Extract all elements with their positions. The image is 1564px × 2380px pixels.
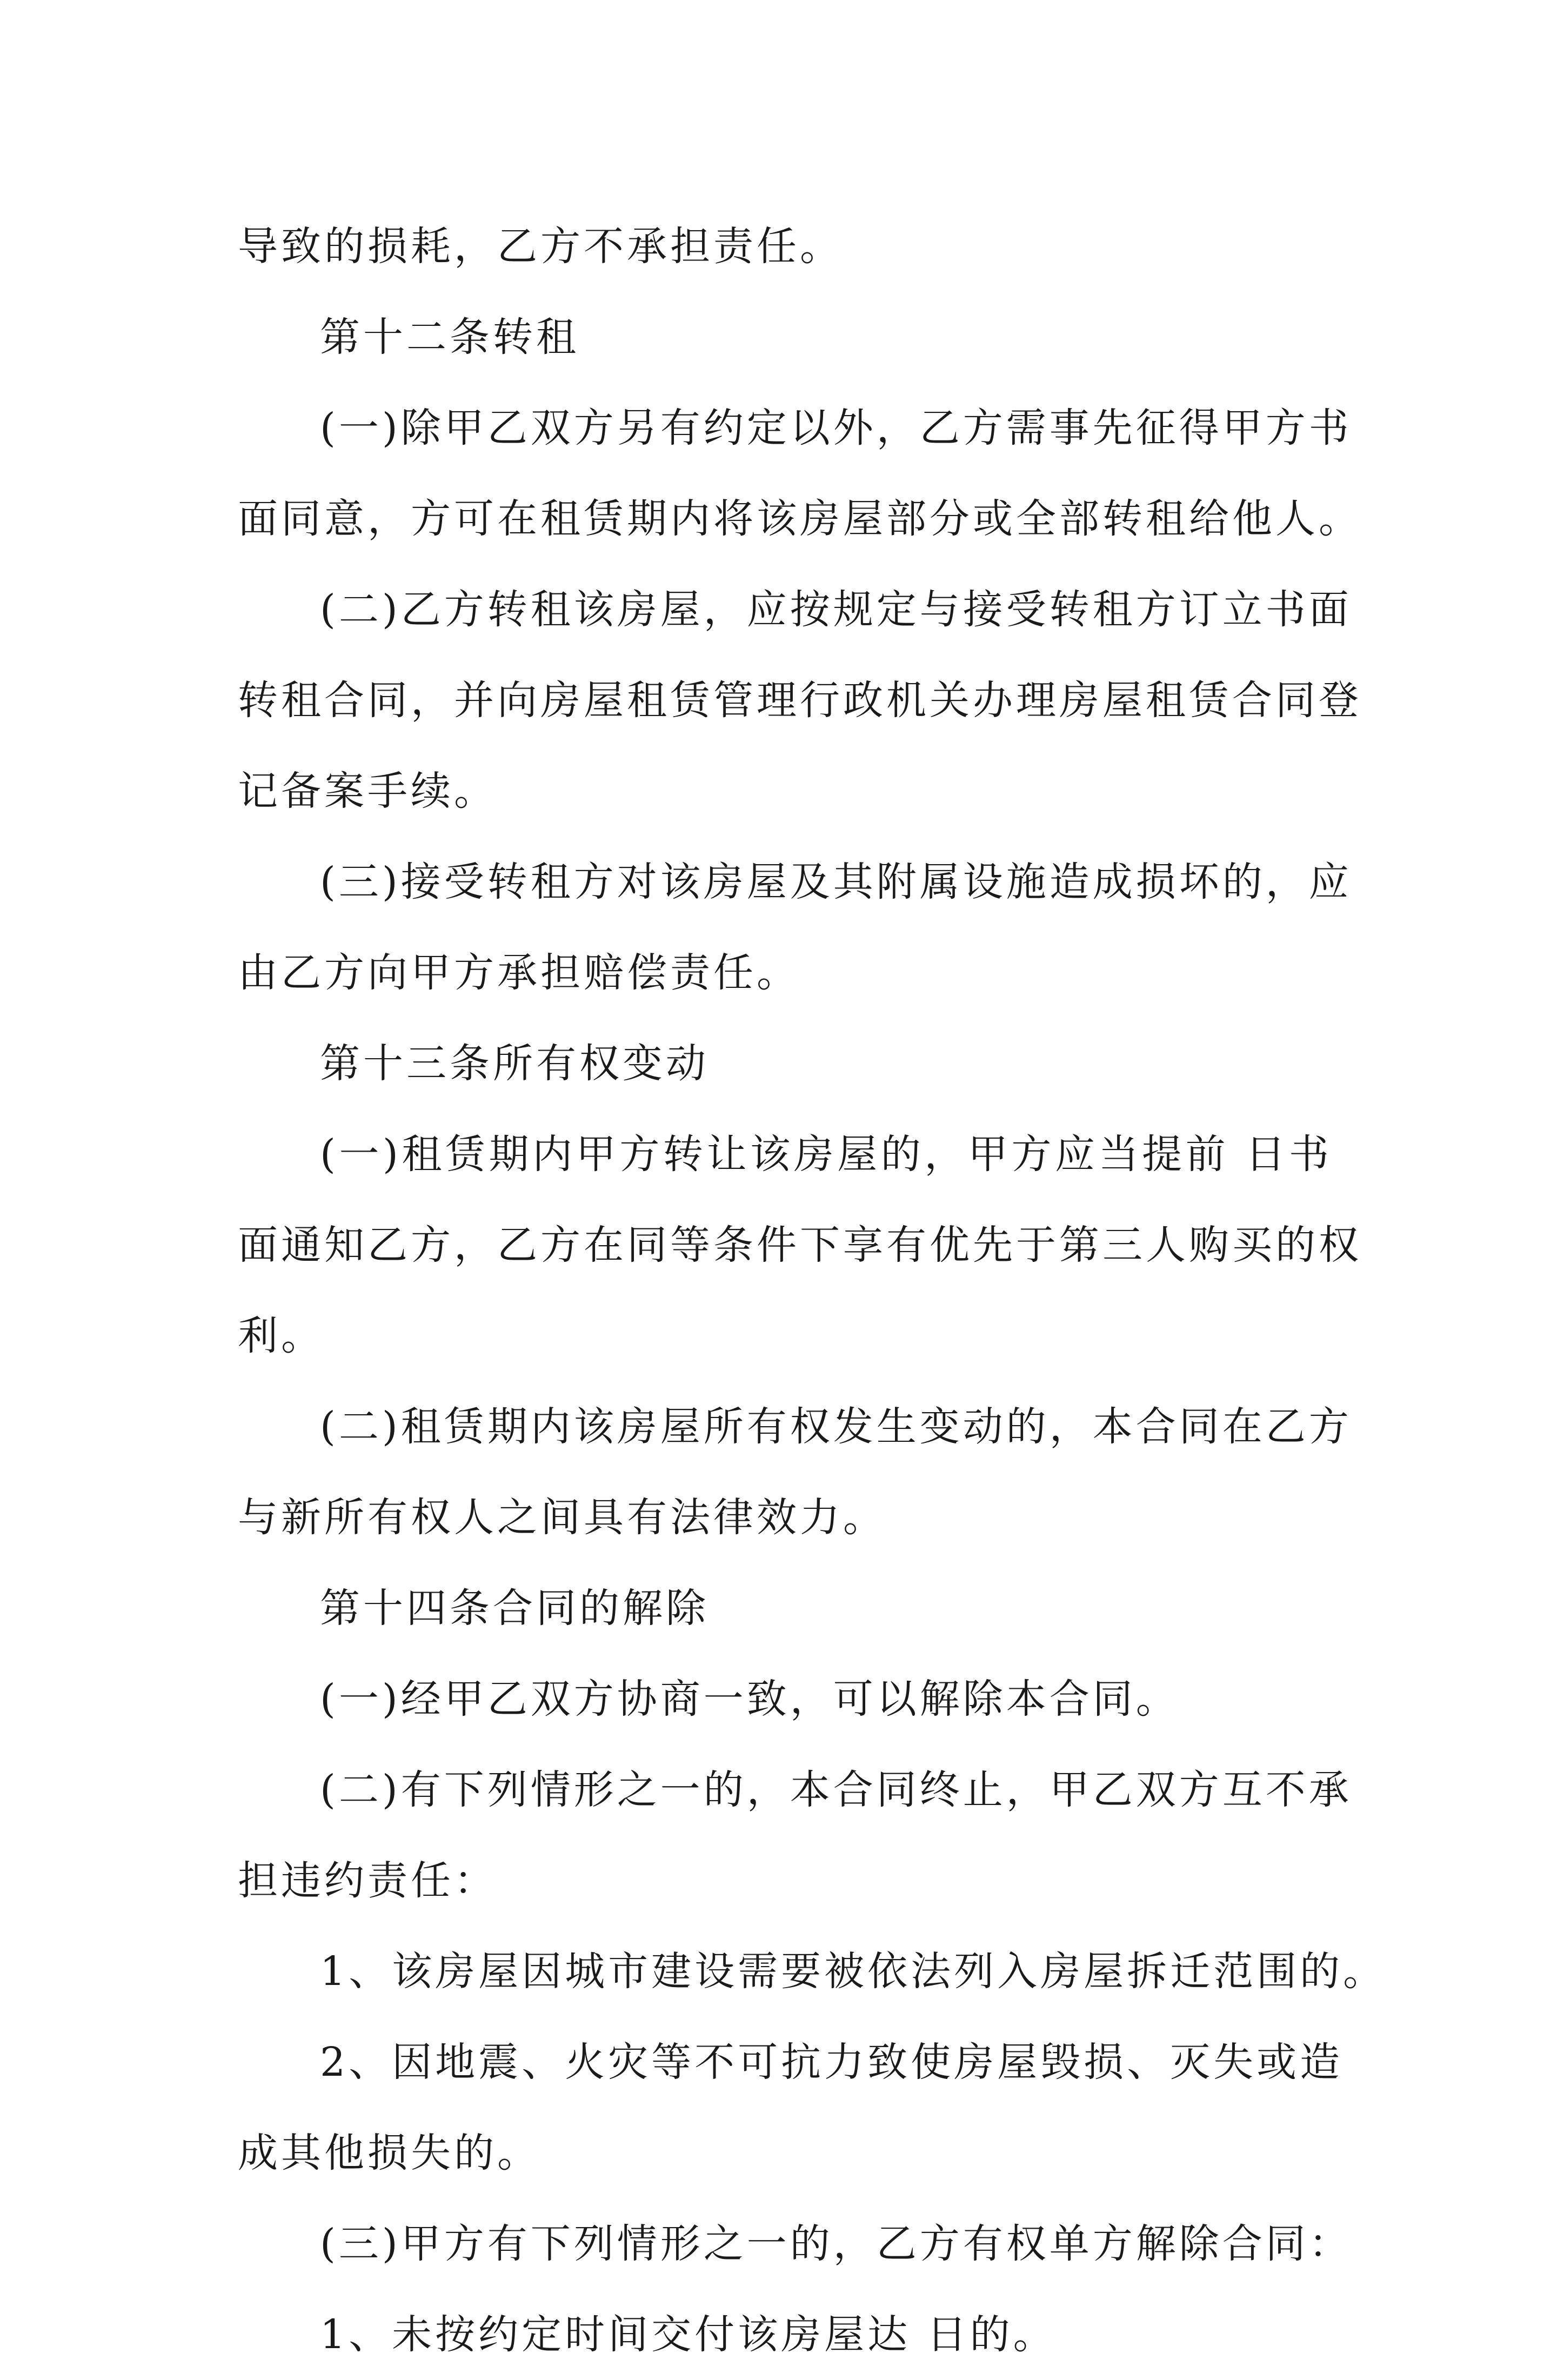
text-line-11: (一)租赁期内甲方转让该房屋的，甲方应当提前 日书 [320,1131,1332,1178]
text-line-23: (三)甲方有下列情形之一的，乙方有权单方解除合同： [320,2221,1352,2267]
text-line-13: 利。 [238,1313,324,1359]
text-line-15: 与新所有权人之间具有法律效力。 [238,1494,886,1541]
text-line-20: 1、该房屋因城市建设需要被依法列入房屋拆迁范围的。 [320,1948,1387,1995]
text-line-18: (二)有下列情形之一的，本合同终止，甲乙双方互不承 [320,1767,1352,1813]
text-line-24: 1、未按约定时间交付该房屋达 日的。 [320,2311,1057,2358]
text-line-22: 成其他损失的。 [238,2130,540,2176]
text-line-3: (一)除甲乙双方另有约定以外，乙方需事先征得甲方书 [320,405,1352,451]
text-line-5: (二)乙方转租该房屋，应按规定与接受转租方订立书面 [320,586,1352,633]
section-heading-12: 第十二条转租 [320,314,579,360]
text-line-17: (一)经甲乙双方协商一致，可以解除本合同。 [320,1676,1179,1722]
text-line-12: 面通知乙方，乙方在同等条件下享有优先于第三人购买的权 [238,1222,1362,1268]
text-line-6: 转租合同，并向房屋租赁管理行政机关办理房屋租赁合同登 [238,677,1362,724]
text-line-7: 记备案手续。 [238,768,497,814]
section-heading-13: 第十三条所有权变动 [320,1040,709,1087]
text-line-14: (二)租赁期内该房屋所有权发生变动的，本合同在乙方 [320,1403,1352,1450]
text-line-8: (三)接受转租方对该房屋及其附属设施造成损坏的，应 [320,859,1352,905]
section-heading-14: 第十四条合同的解除 [320,1585,709,1632]
text-line-9: 由乙方向甲方承担赔偿责任。 [238,950,800,996]
document-body [238,201,1387,2380]
text-line-1: 导致的损耗，乙方不承担责任。 [238,223,843,270]
text-line-21: 2、因地震、火灾等不可抗力致使房屋毁损、灭失或造 [320,2039,1344,2085]
text-line-4: 面同意，方可在租赁期内将该房屋部分或全部转租给他人。 [238,496,1362,542]
text-line-19: 担违约责任： [238,1857,497,1904]
